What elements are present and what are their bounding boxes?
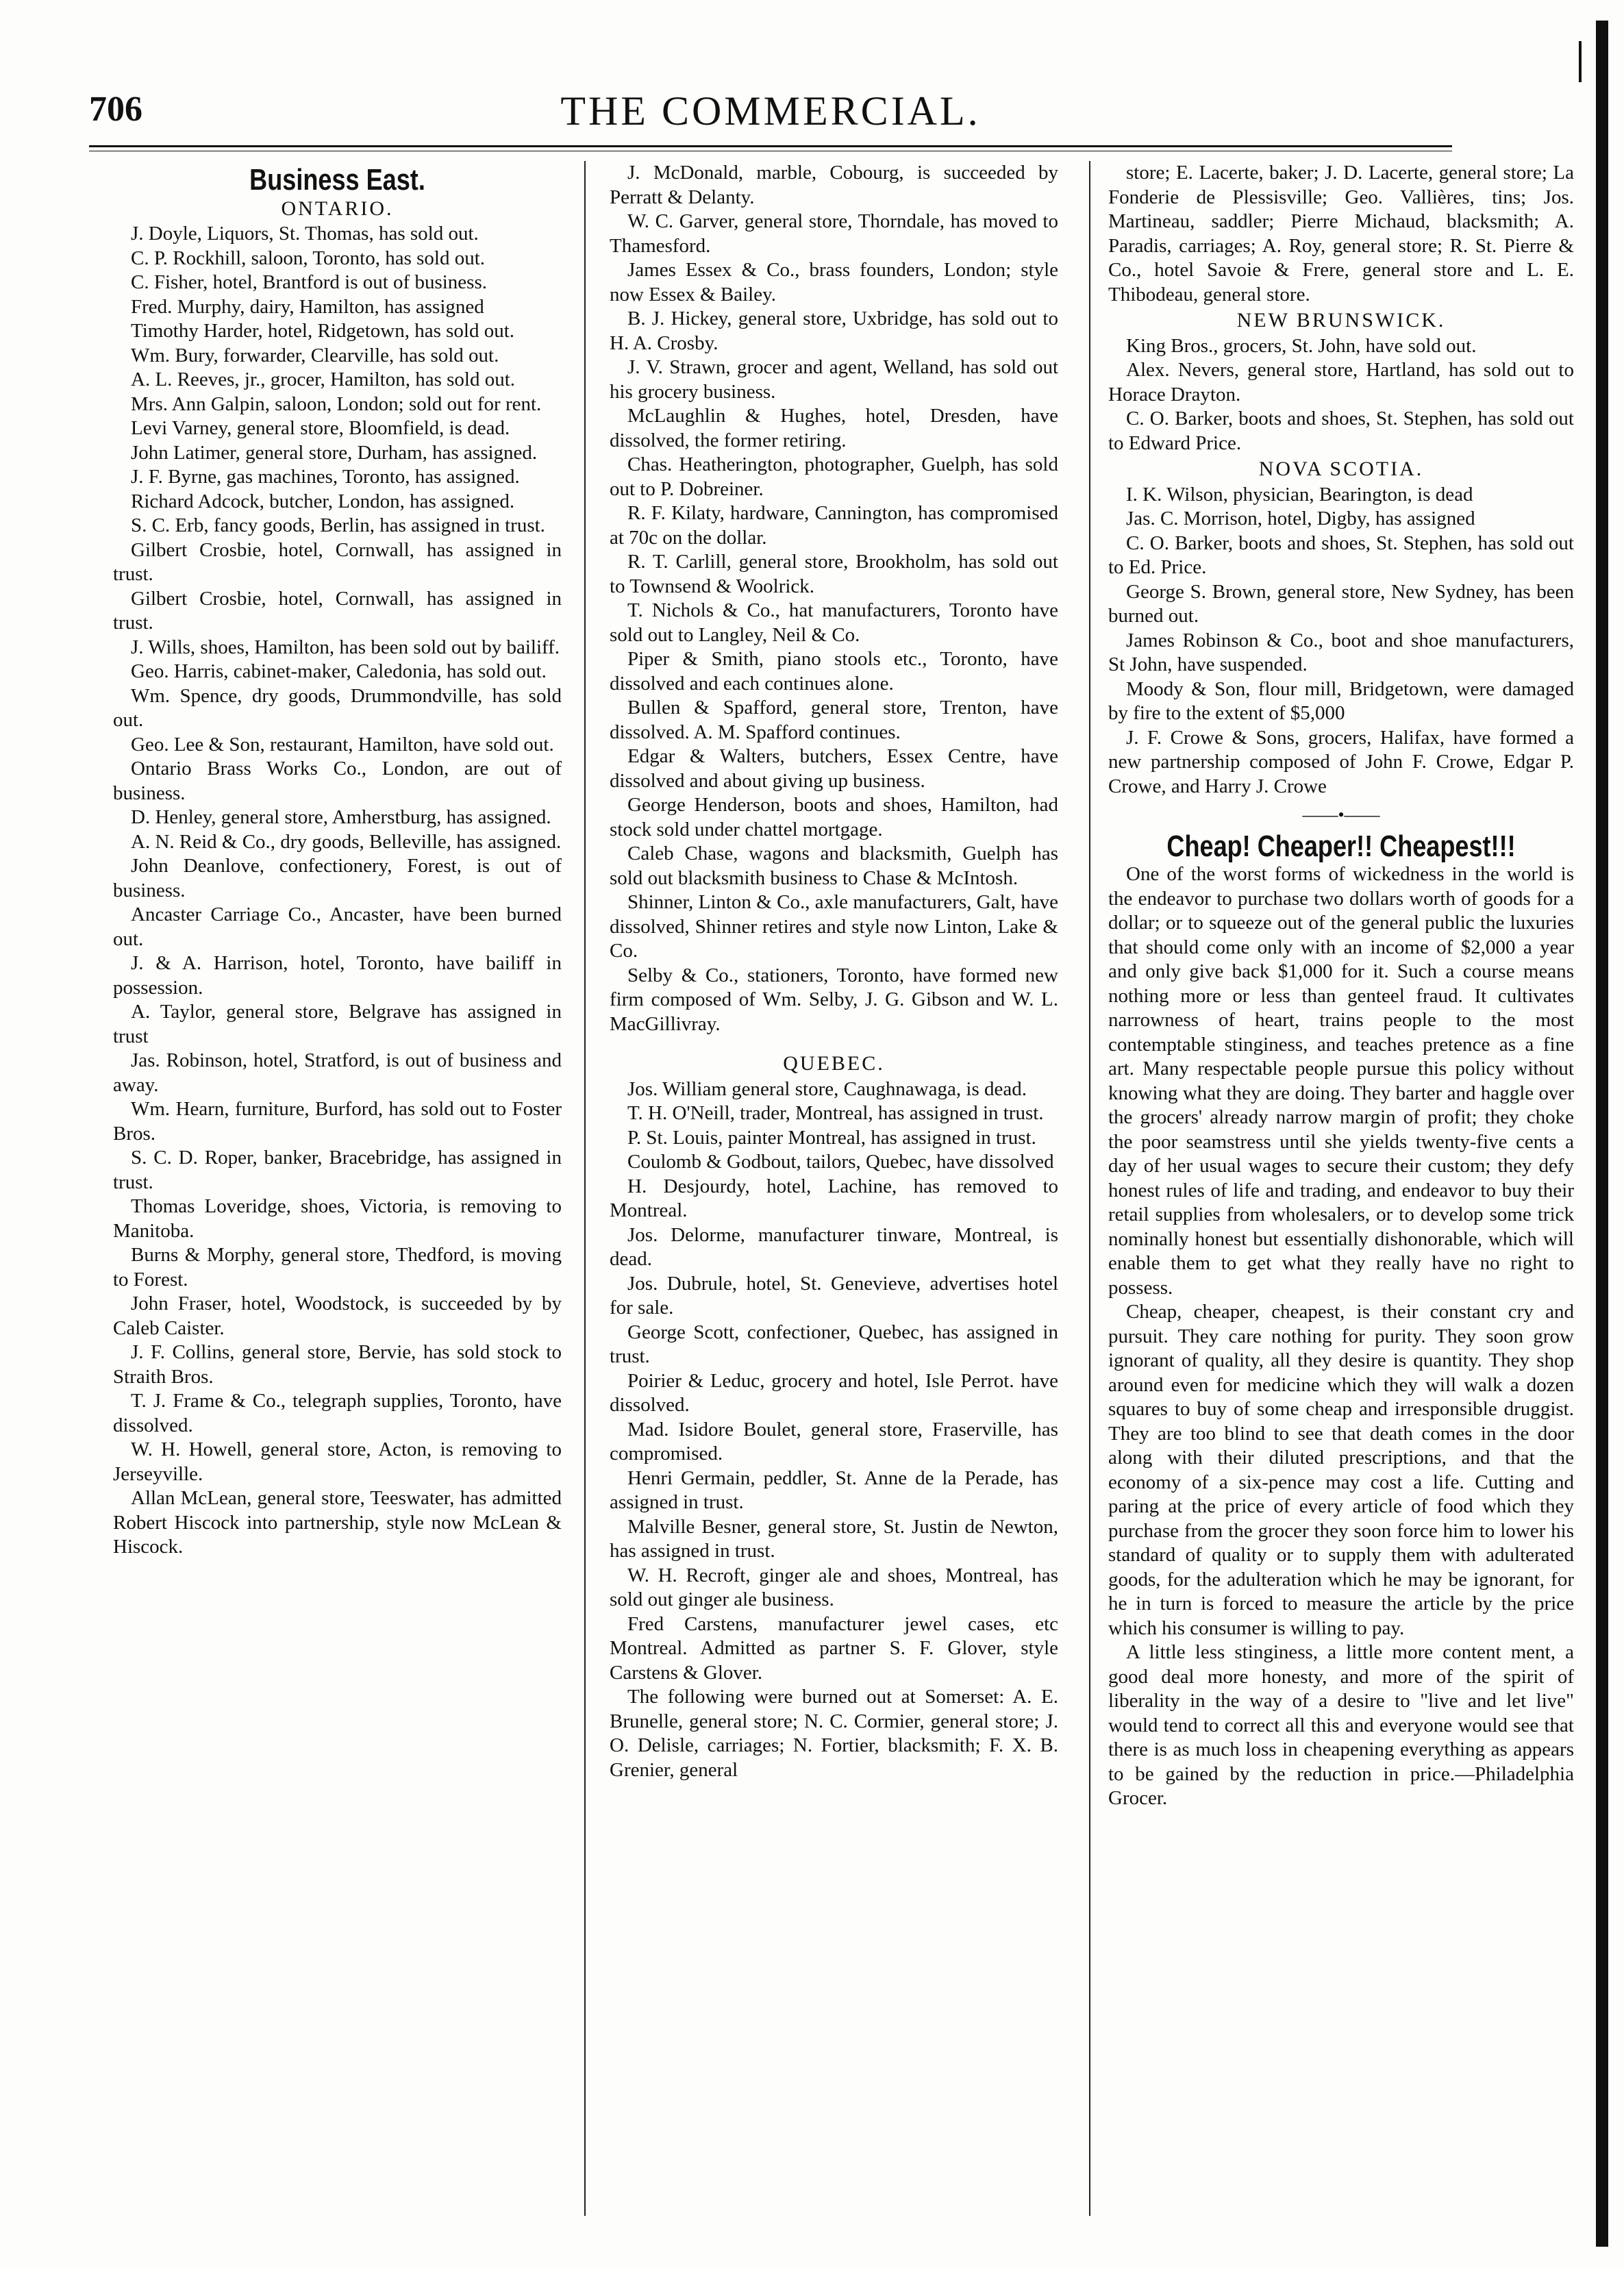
news-item: H. Desjourdy, hotel, Lachine, has removed to Montreal.	[610, 1175, 1058, 1221]
article-list	[1108, 483, 1574, 799]
news-item: W. C. Garver, general store, Thorndale, has moved to Thamesford.	[610, 210, 1058, 257]
news-item: J. Wills, shoes, Hamilton, has been sold out by bailiff.	[131, 636, 560, 658]
section-subheading: NOVA SCOTIA.	[1258, 458, 1424, 480]
news-item: Shinner, Linton & Co., axle manufacturers, Galt, have dissolved, Shinner retires and style now Linton, Lake & Co.	[610, 891, 1058, 962]
news-item: Poirier & Leduc, grocery and hotel, Isle Perrot. have dissolved.	[610, 1369, 1058, 1416]
column-divider	[584, 161, 586, 2216]
news-item: Burns & Morphy, general store, Thedford, is moving to Forest.	[113, 1244, 562, 1290]
news-item: C. O. Barker, boots and shoes, St. Stephen, has sold out to Edward Price.	[1108, 408, 1574, 454]
news-item: Fred. Murphy, dairy, Hamilton, has assigned	[131, 295, 484, 318]
news-item: T. J. Frame & Co., telegraph supplies, Toronto, have dissolved.	[113, 1390, 562, 1436]
news-item: James Essex & Co., brass founders, London; style now Essex & Bailey.	[610, 259, 1058, 305]
news-item: Allan McLean, general store, Teeswater, has admitted Robert Hiscock into partnership, style now McLean & Hiscock.	[113, 1487, 562, 1558]
news-item: Piper & Smith, piano stools etc., Toronto, have dissolved and each continues alone.	[610, 648, 1058, 695]
news-item: Mad. Isidore Boulet, general store, Fraserville, has compromised.	[610, 1418, 1058, 1464]
news-item: Richard Adcock, butcher, London, has assigned.	[131, 490, 515, 512]
news-item: Ontario Brass Works Co., London, are out of business.	[113, 758, 562, 804]
news-item: McLaughlin & Hughes, hotel, Dresden, have dissolved, the former retiring.	[610, 405, 1058, 451]
header-rule	[89, 145, 1452, 147]
news-item: George S. Brown, general store, New Sydney, has been burned out.	[1108, 580, 1574, 627]
masthead-title: THE COMMERCIAL.	[560, 88, 981, 134]
article-list	[1108, 161, 1574, 307]
section-subheading: QUEBEC.	[783, 1052, 885, 1075]
news-item: Timothy Harder, hotel, Ridgetown, has sold out.	[131, 320, 515, 342]
news-item: S. C. D. Roper, banker, Bracebridge, has assigned in trust.	[113, 1147, 562, 1193]
news-item: Jos. Dubrule, hotel, St. Genevieve, advertises hotel for sale.	[610, 1272, 1058, 1319]
news-item: W. H. Howell, general store, Acton, is removing to Jerseyville.	[113, 1438, 562, 1485]
article-list	[1108, 334, 1574, 456]
section-heading: Business East.	[249, 163, 425, 197]
news-item: John Latimer, general store, Durham, has assigned.	[131, 441, 538, 464]
column-divider	[1089, 161, 1090, 2216]
news-item: Caleb Chase, wagons and blacksmith, Guelph has sold out blacksmith business to Chase & McIntosh.	[610, 843, 1058, 889]
news-item: Wm. Spence, dry goods, Drummondville, has sold out.	[113, 684, 562, 731]
column-2	[610, 161, 1058, 1782]
news-item: Ancaster Carriage Co., Ancaster, have been burned out.	[113, 903, 562, 950]
section-subheading: ONTARIO.	[281, 197, 394, 220]
news-item: Mrs. Ann Galpin, saloon, London; sold out for rent.	[131, 392, 542, 415]
column-1	[113, 161, 562, 1560]
news-item: A. N. Reid & Co., dry goods, Belleville, has assigned.	[131, 830, 562, 853]
news-item: A little less stinginess, a little more content ment, a good deal more honesty, and more of the spirit of liberality in the way of a desire to "live and let live" would tend to correct all this and everyone would see that there is as much loss in cheapening everything as appears to be gained by the reduction in price.—Philadelphia Grocer.	[1108, 1641, 1574, 1809]
news-item: Geo. Harris, cabinet-maker, Caledonia, has sold out.	[131, 660, 547, 682]
news-item: Wm. Bury, forwarder, Clearville, has sold out.	[131, 344, 499, 366]
section-subheading: NEW BRUNSWICK.	[1236, 309, 1446, 332]
news-item: One of the worst forms of wickedness in the world is the endeavor to purchase two dollars worth of goods for a dollar; or to squeeze out of the general public the luxuries that should come only with an income of $2,000 a year and only give back $1,000 for it. Such a course means nothing more or less than genteel fraud. It cultivates narrowness of heart, trains people to the most contemptable stinginess, and teaches pretence as a fine art. Many respectable people pursue this policy without knowing what they are doing. They barter and haggle over the grocers' already narrow margin of profit; they choke the poor seamstress until she yields twenty-five cents a day of her usual wages to secure their custom; they defy honest rules of life and trading, and endeavor to buy their retail supplies from wholesalers, or to develop some trick nominally honest but essentially dishonorable, which will enable them to get what they really have no right to possess.	[1108, 863, 1574, 1299]
news-item: Henri Germain, peddler, St. Anne de la Perade, has assigned in trust.	[610, 1467, 1058, 1513]
news-item: C. O. Barker, boots and shoes, St. Stephen, has sold out to Ed. Price.	[1108, 532, 1574, 578]
news-item: George Henderson, boots and shoes, Hamilton, had stock sold under chattel mortgage.	[610, 794, 1058, 840]
news-item: P. St. Louis, painter Montreal, has assigned in trust.	[627, 1126, 1036, 1149]
news-item: Wm. Hearn, furniture, Burford, has sold out to Foster Bros.	[113, 1098, 562, 1145]
news-item: George Scott, confectioner, Quebec, has assigned in trust.	[610, 1321, 1058, 1367]
news-item: J. F. Collins, general store, Bervie, has sold stock to Straith Bros.	[113, 1341, 562, 1388]
news-item: A. L. Reeves, jr., grocer, Hamilton, has sold out.	[131, 369, 516, 390]
news-item: Chas. Heatherington, photographer, Guelph, has sold out to P. Dobreiner.	[610, 453, 1058, 500]
news-item: Edgar & Walters, butchers, Essex Centre, have dissolved and about giving up business.	[610, 745, 1058, 792]
news-item: I. K. Wilson, physician, Bearington, is dead	[1126, 483, 1473, 506]
news-item: store; E. Lacerte, baker; J. D. Lacerte, general store; La Fonderie de Plessisville; Geo. Vallières, tins; Jos. Martineau, saddler; Pierre Michaud, blacksmith; A. Paradis, carriages; A. Roy, general store; R. St. Pierre & Co., hotel Savoie & Frere, general store and L. E. Thibodeau, general store.	[1108, 162, 1574, 305]
news-item: T. Nichols & Co., hat manufacturers, Toronto have sold out to Langley, Neil & Co.	[610, 599, 1058, 646]
news-item: Coulomb & Godbout, tailors, Quebec, have dissolved	[627, 1151, 1054, 1173]
news-item: R. F. Kilaty, hardware, Cannington, has compromised at 70c on the dollar.	[610, 502, 1058, 549]
news-item: Thomas Loveridge, shoes, Victoria, is removing to Manitoba.	[113, 1195, 562, 1242]
news-item: King Bros., grocers, St. John, have sold out.	[1126, 334, 1477, 357]
news-item: J. Doyle, Liquors, St. Thomas, has sold out.	[131, 223, 479, 245]
news-item: C. Fisher, hotel, Brantford is out of business.	[131, 271, 488, 293]
news-item: Jas. C. Morrison, hotel, Digby, has assigned	[1126, 508, 1475, 529]
page-edge-mark	[1579, 41, 1582, 82]
news-item: Jas. Robinson, hotel, Stratford, is out of business and away.	[113, 1049, 562, 1096]
news-item: Moody & Son, flour mill, Bridgetown, were damaged by fire to the extent of $5,000	[1108, 677, 1574, 724]
news-item: C. P. Rockhill, saloon, Toronto, has sold out.	[131, 247, 486, 269]
news-item: John Fraser, hotel, Woodstock, is succeeded by by Caleb Caister.	[113, 1293, 562, 1339]
page-number: 706	[89, 90, 142, 129]
section-heading: Cheap! Cheaper!! Cheapest!!!	[1166, 829, 1516, 863]
article-list	[113, 222, 562, 1560]
news-item: The following were burned out at Somerset: A. E. Brunelle, general store; N. C. Cormier, general store; J. O. Delisle, carriages; N. Fortier, blacksmith; F. X. B. Grenier, general	[610, 1686, 1058, 1781]
news-item: W. H. Recroft, ginger ale and shoes, Montreal, has sold out ginger ale business.	[610, 1564, 1058, 1610]
news-item: J. F. Byrne, gas machines, Toronto, has assigned.	[131, 466, 520, 488]
article-body	[1108, 862, 1574, 1811]
news-item: Gilbert Crosbie, hotel, Cornwall, has assigned in trust.	[113, 587, 562, 634]
ornament-divider: ——•——	[1302, 805, 1380, 825]
page-edge-shadow	[1596, 21, 1608, 2247]
news-item: R. T. Carlill, general store, Brookholm, has sold out to Townsend & Woolrick.	[610, 551, 1058, 597]
news-item: Jos. Delorme, manufacturer tinware, Montreal, is dead.	[610, 1223, 1058, 1270]
news-item: B. J. Hickey, general store, Uxbridge, has sold out to H. A. Crosby.	[610, 308, 1058, 354]
article-list	[610, 1077, 1058, 1783]
news-item: Gilbert Crosbie, hotel, Cornwall, has assigned in trust.	[113, 538, 562, 585]
news-item: T. H. O'Neill, trader, Montreal, has assigned in trust.	[627, 1102, 1044, 1124]
news-item: J. & A. Harrison, hotel, Toronto, have bailiff in possession.	[113, 952, 562, 999]
news-item: James Robinson & Co., boot and shoe manufacturers, St John, have suspended.	[1108, 629, 1574, 675]
news-item: J. McDonald, marble, Cobourg, is succeeded by Perratt & Delanty.	[610, 162, 1058, 208]
news-item: John Deanlove, confectionery, Forest, is out of business.	[113, 855, 562, 901]
news-item: Jos. William general store, Caughnawaga, is dead.	[627, 1077, 1027, 1100]
news-item: Levi Varney, general store, Bloomfield, is dead.	[131, 417, 510, 439]
news-item: Alex. Nevers, general store, Hartland, has sold out to Horace Drayton.	[1108, 359, 1574, 406]
news-item: Fred Carstens, manufacturer jewel cases, etc Montreal. Admitted as partner S. F. Glover, style Carstens & Glover.	[610, 1612, 1058, 1684]
column-3	[1108, 161, 1574, 1811]
news-item: S. C. Erb, fancy goods, Berlin, has assigned in trust.	[131, 514, 545, 536]
news-item: Geo. Lee & Son, restaurant, Hamilton, have sold out.	[131, 733, 554, 756]
news-item: J. V. Strawn, grocer and agent, Welland, has sold out his grocery business.	[610, 356, 1058, 403]
news-item: Selby & Co., stationers, Toronto, have formed new firm composed of Wm. Selby, J. G. Gibson and W. L. MacGillivray.	[610, 964, 1058, 1035]
article-list	[610, 161, 1058, 1036]
news-item: Malville Besner, general store, St. Justin de Newton, has assigned in trust.	[610, 1515, 1058, 1562]
news-item: Cheap, cheaper, cheapest, is their constant cry and pursuit. They care nothing for purity. They soon grow ignorant of quality, all they desire is quantity. They shop around even for medicine which they will walk a dozen squares to buy of some cheap and irresponsible druggist. They are too blind to see that death comes in the door along with their diluted prescriptions, and that the economy of a six-pence may cost a life. Cutting and paring at the price of every article of food which they purchase from the grocer they soon force him to lower his standard of quality or to supply them with adulterated goods, for the adulteration which he may be ignorant, for he in turn is forced to measure the article by the price which his consumer is willing to pay.	[1108, 1301, 1574, 1639]
page-header	[89, 82, 1452, 144]
news-item: J. F. Crowe & Sons, grocers, Halifax, have formed a new partnership composed of John F. Crowe, Edgar P. Crowe, and Harry J. Crowe	[1108, 726, 1574, 797]
news-item: D. Henley, general store, Amherstburg, has assigned.	[131, 806, 551, 828]
news-item: Bullen & Spafford, general store, Trenton, have dissolved. A. M. Spafford continues.	[610, 697, 1058, 743]
news-item: A. Taylor, general store, Belgrave has assigned in trust	[113, 1001, 562, 1047]
